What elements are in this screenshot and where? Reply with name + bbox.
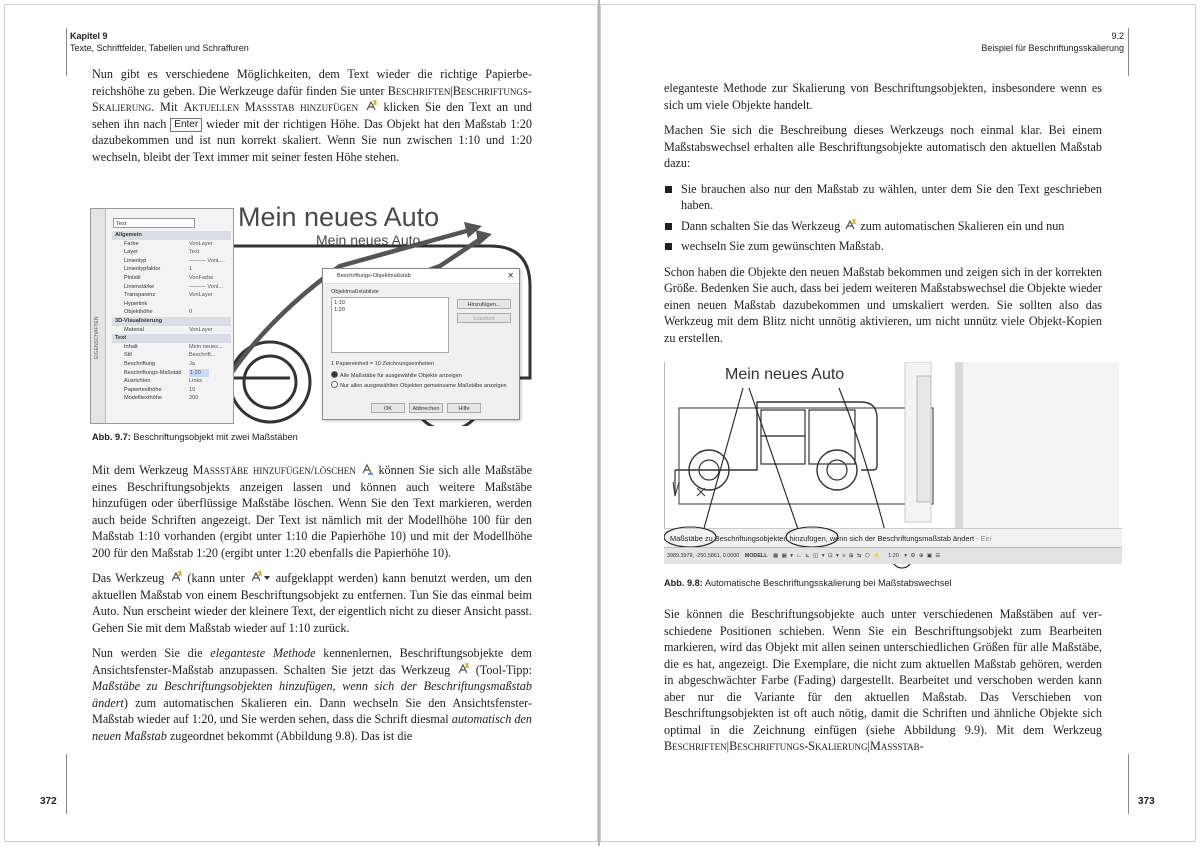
footer-rule-right xyxy=(1128,754,1129,814)
property-name: Objekthöhe xyxy=(124,309,153,316)
property-name: Beschriftungs-Maßstab xyxy=(124,369,182,376)
property-name: Linientyp xyxy=(124,257,147,264)
left-running-header xyxy=(70,30,249,54)
tool-name: Maßstäbe hinzufügen/löschen xyxy=(192,463,356,477)
add-scale-button[interactable]: Hinzufügen... xyxy=(457,299,511,309)
property-value: VonLayer xyxy=(189,240,213,247)
annotation-scale-add-icon xyxy=(364,100,378,112)
menu-path: Beschriften|Beschriftungs-Skalierung xyxy=(92,83,532,114)
property-name: Papiertexthöhe xyxy=(124,386,162,393)
property-name: Ausrichten xyxy=(124,378,151,385)
property-row[interactable] xyxy=(112,377,231,386)
property-name: Material xyxy=(124,326,144,333)
property-name: Layer xyxy=(124,249,138,256)
property-row[interactable] xyxy=(112,300,231,309)
list-item: Sie brauchen also nur den Maßstab zu wählen, unter dem Sie den Text geschrieben haben. xyxy=(664,181,1102,214)
list-item: Dann schalten Sie das Werkzeug zum automatischen Skalieren ein und nun xyxy=(664,218,1102,235)
right-para-1: eleganteste Methode zur Skalierung von Beschriftungsobjekten, insbesondere wenn es sich um viele Objekte handelt. xyxy=(664,81,1102,112)
tooltip-bar: Maßstäbe zu Beschriftungsobjekten hinzufügen, wenn sich der Beschriftungsmaßstab ändert - Ein xyxy=(664,528,1122,547)
property-name: Linienstärke xyxy=(124,283,155,290)
figure-9-8-caption: Abb. 9.8: Automatische Beschriftungsskalierung bei Maßstabswechsel xyxy=(664,578,952,588)
property-row[interactable] xyxy=(112,240,231,249)
right-body-upper xyxy=(664,80,1102,355)
status-tools[interactable]: ▾ ⚙ ⊕ ▣ ☰ xyxy=(904,553,942,559)
tooltip-text: Maßstäbe zu Beschriftungsobjekten hinzufügen, wenn sich der Beschriftungsmaßstab ändert xyxy=(670,534,975,543)
cad-viewport xyxy=(664,362,1123,528)
property-value: 200 xyxy=(189,395,199,402)
property-value: Beschrift... xyxy=(189,352,216,359)
property-value: Links xyxy=(189,378,203,385)
left-body-lower xyxy=(92,462,532,753)
property-value: Text xyxy=(189,249,200,256)
option-all-scales[interactable]: Alle Maßstäbe für ausgewählte Objekte anzeigen xyxy=(331,371,462,379)
right-para-3: Schon haben die Objekte den neuen Maßstab bekommen und zeigen sich in der korrekten Größe. Bedenken Sie auch, dass bei jedem weiteren Maßstabswechsel die Objekte wieder einen neuen Maßstab dazubekommen und umskaliert werden. Sie sollten also das Werkzeug mit dem Blitz nicht unnötig aktivieren, um nicht unnütz viele Objekt-Kopien zu erstellen. xyxy=(664,264,1102,345)
left-para-3: Das Werkzeug (kann unter aufgeklappt werden) kann benutzt werden, um den aktuellen Maßstab von einem Beschriftungsobjekt zu entfernen. Tun Sie das einmal beim Auto. Nun erscheint wieder der kleinere Text, der eigentlich nicht zu dieser Ansicht passt. Gehen Sie mit dem Maßstab wieder auf 1:10 zurück. xyxy=(92,571,533,635)
figure-9-7-caption: Abb. 9.7: Beschriftungsobjekt mit zwei Maßstäben xyxy=(92,432,298,442)
property-section-header[interactable] xyxy=(112,334,231,343)
object-type-combo[interactable]: Text xyxy=(113,218,195,228)
help-button[interactable]: Hilfe xyxy=(447,403,481,413)
option-common-scales[interactable]: Nur allen ausgewählten Objekten gemeinsame Maßstäbe anzeigen xyxy=(331,381,507,389)
left-para-2: Mit dem Werkzeug Maßstäbe hinzufügen/löschen können Sie sich alle Maßstäbe eines Beschriftungsobjekts anzeigen lassen und können auch weitere Maßstäbe hinzufügen oder überflüssige Maßstäbe löschen. Wenn Sie den Text markieren, werden auch beide Schriften angezeigt. Der Text ist nämlich mit der Modellhöhe 100 für den Maßstab 1:10 vorhanden (ergibt unter 1:10 die Papierhöhe 10) und mit der Modellhöhe 200 für den Maßstab 1:20 (ergibt unter 1:20 ebenfalls die Papierhöhe 10). xyxy=(92,463,533,560)
property-value: VonFarbe xyxy=(189,274,214,281)
property-value: ——— Vonl... xyxy=(189,283,223,290)
left-para-4: Nun werden Sie die eleganteste Methode kennenlernen, Beschriftungsobjekte dem Ansichtsfenster-Maßstab anzupassen. Schalten Sie jetzt das Werkzeug (Tool-Tipp: Maßstäbe zu Beschriftungsobjekten hinzufügen, wenn sich der Beschriftungsmaßstab ändert) zum automatischen Skalieren ein. Dann wechseln Sie den Ansichtsfenster-Maßstab wieder auf 1:20, und Sie werden sehen, dass die Schrift diesmal automatisch den neuen Maßstab zugeordnet bekommt (Abbildung 9.8). Das ist die xyxy=(92,646,532,743)
flyout-dropdown-icon xyxy=(249,571,271,583)
auto-scale-lightning-icon xyxy=(843,219,857,231)
dialog-titlebar: Beschriftungs-Objektmaßstab ✕ xyxy=(323,269,519,284)
right-para-4: Sie können die Beschriftungsobjekte auch unter verschiedenen Maßstäben auf verschiedene Positionen schieben. Wenn Sie ein Beschriftungsobjekt zum Bearbeiten markieren, wird das Objekt mit allen seinen unterschiedlichen Größen für alle Maßstäbe, die es hat, angezeigt. Die Exemplare, die nicht zum aktuellen Maßstab gehören, werden in abgeschwächter Farbe (Fading) dargestellt. Bearbeitet und verschoben werden kann aber nur die Variante für den aktuellen Maßstab. Das Verschieben von Beschriftungsobjekten ist oft auch nötig, damit die Schriften und ähnliche Objekte sich optimal in die Zeichnung einfügen (siehe Abbildung 9.9). Mit dem Werkzeug Beschriften|Beschriftungs-Skalierung|Maßstab- xyxy=(664,607,1102,753)
left-para-1: Nun gibt es verschiedene Möglichkeiten, dem Text wieder die richtige Papierbereichshöhe zu geben. Die Werkzeuge dafür finden Sie unter Beschriften|Beschriftungs-Skalierung. Mit Aktuellen Maßstab hinzufügen klicken Sie den Text an und sehen ihn nach Enter wieder mit der richtigen Höhe. Das Objekt hat den Maßstab 1:20 dazubekommen und ist nun korrekt skaliert. Wenn Sie nun zwischen 1:10 und 1:20 wechseln, bleibt der Text immer mit seiner festen Höhe stehen. xyxy=(92,67,533,164)
page-number-left: 372 xyxy=(40,796,57,807)
property-row[interactable] xyxy=(112,257,231,266)
property-section-header[interactable] xyxy=(112,231,231,240)
section-title: Beispiel für Beschriftungsskalierung xyxy=(981,43,1124,53)
enter-key: Enter xyxy=(170,118,202,132)
property-row[interactable] xyxy=(112,291,231,300)
tool-name: Aktuellen Maßstab hinzufügen xyxy=(183,100,359,114)
right-running-header xyxy=(981,30,1124,54)
model-space-button[interactable]: MODELL xyxy=(744,553,768,559)
property-value: 0 xyxy=(189,309,193,316)
figure-9-7 xyxy=(90,202,532,426)
property-rows xyxy=(112,231,231,403)
property-row[interactable] xyxy=(112,394,231,403)
property-row[interactable] xyxy=(112,351,231,360)
chapter-label: Kapitel 9 xyxy=(70,31,108,41)
property-row[interactable] xyxy=(112,326,231,335)
properties-palette xyxy=(90,208,234,424)
property-value: Ja xyxy=(189,360,195,367)
property-value: 10 xyxy=(189,386,196,393)
header-rule-right xyxy=(1128,28,1129,76)
property-value: VonLayer xyxy=(189,292,213,299)
units-note: 1 Papiereinheit = 10 Zeichnungseinheiten xyxy=(331,361,435,367)
bullet-list xyxy=(664,181,1102,255)
cancel-button[interactable]: Abbrechen xyxy=(409,403,443,413)
chapter-title: Texte, Schriftfelder, Tabellen und Schraffuren xyxy=(70,43,249,53)
annotation-text-small: Mein neues Auto xyxy=(316,232,421,248)
status-bar xyxy=(664,547,1122,564)
property-row[interactable] xyxy=(112,343,231,352)
property-row[interactable] xyxy=(112,283,231,292)
property-value: ——— VonL... xyxy=(189,257,225,264)
property-row[interactable] xyxy=(112,369,231,378)
palette-side-label: EIGENSCHAFTEN xyxy=(94,316,100,359)
annotation-scale-selector[interactable]: 1:20 xyxy=(888,553,899,559)
property-name: Transparenz xyxy=(124,292,156,299)
property-section-header[interactable] xyxy=(112,317,231,326)
property-value: 1:20 xyxy=(189,369,209,378)
cad-annotation-text: Mein neues Auto xyxy=(725,366,845,383)
scale-item[interactable]: 1:10 xyxy=(334,300,345,306)
property-row[interactable] xyxy=(112,274,231,283)
car-drawing xyxy=(665,362,1123,528)
list-item: wechseln Sie zum gewünschten Maßstab. xyxy=(664,238,1102,255)
property-name: 3D-Visualisierung xyxy=(115,317,163,324)
scale-list-label: Objektmaßstabliste xyxy=(331,289,379,295)
page-number-right: 373 xyxy=(1138,796,1155,807)
property-row[interactable] xyxy=(112,248,231,257)
ok-button[interactable]: OK xyxy=(371,403,405,413)
status-toggles[interactable]: ▦ ▦ ▾ ∟ ⊾ ◫ ▾ ⊡ ▾ ≡ ⊞ ⇆ ⬡ ⚡ xyxy=(773,553,881,559)
property-row[interactable] xyxy=(112,360,231,369)
property-row[interactable] xyxy=(112,265,231,274)
right-para-2: Machen Sie sich die Beschreibung dieses Werkzeugs noch einmal klar. Bei einem Maßstabswechsel erhalten alle Beschriftungsobjekte automatisch den aktuellen Maßstab dazu: xyxy=(664,123,1102,170)
menu-path: Beschriften|Beschriftungs-Skalierung|Maßstab- xyxy=(664,739,924,753)
property-name: Hyperlink xyxy=(124,300,148,307)
annotation-text-large: Mein neues Auto xyxy=(238,202,440,232)
property-value: VonLayer xyxy=(189,326,213,333)
remove-scale-button[interactable]: Löschen xyxy=(457,313,511,323)
footer-rule-left xyxy=(66,754,67,814)
property-name: Text xyxy=(115,335,127,342)
property-name: Stil xyxy=(124,352,132,359)
property-name: Inhalt xyxy=(124,343,138,350)
figure-9-8 xyxy=(664,362,1122,570)
close-icon[interactable]: ✕ xyxy=(507,271,514,280)
property-name: Allgemein xyxy=(115,232,142,238)
property-row[interactable] xyxy=(112,308,231,317)
property-name: Modelltexthöhe xyxy=(124,395,162,402)
scale-dialog xyxy=(322,268,520,420)
property-name: Farbe xyxy=(124,240,139,247)
remove-scale-icon xyxy=(169,571,183,583)
section-number: 9.2 xyxy=(1111,31,1124,41)
auto-scale-lightning-icon xyxy=(456,663,470,675)
property-name: Plotstil xyxy=(124,274,141,281)
property-value: 1 xyxy=(189,266,193,273)
property-row[interactable] xyxy=(112,386,231,395)
scale-list-icon xyxy=(360,463,374,475)
header-rule-left xyxy=(66,28,67,76)
property-name: Beschriftung xyxy=(124,360,156,367)
scale-list[interactable] xyxy=(331,297,449,353)
scale-item[interactable]: 1:20 xyxy=(334,306,345,313)
property-name: Linientypfaktor xyxy=(124,266,161,273)
property-value: Mein neues... xyxy=(189,343,223,350)
coordinate-readout: 3989.3979, -250.5861, 0.0000 xyxy=(667,553,740,559)
